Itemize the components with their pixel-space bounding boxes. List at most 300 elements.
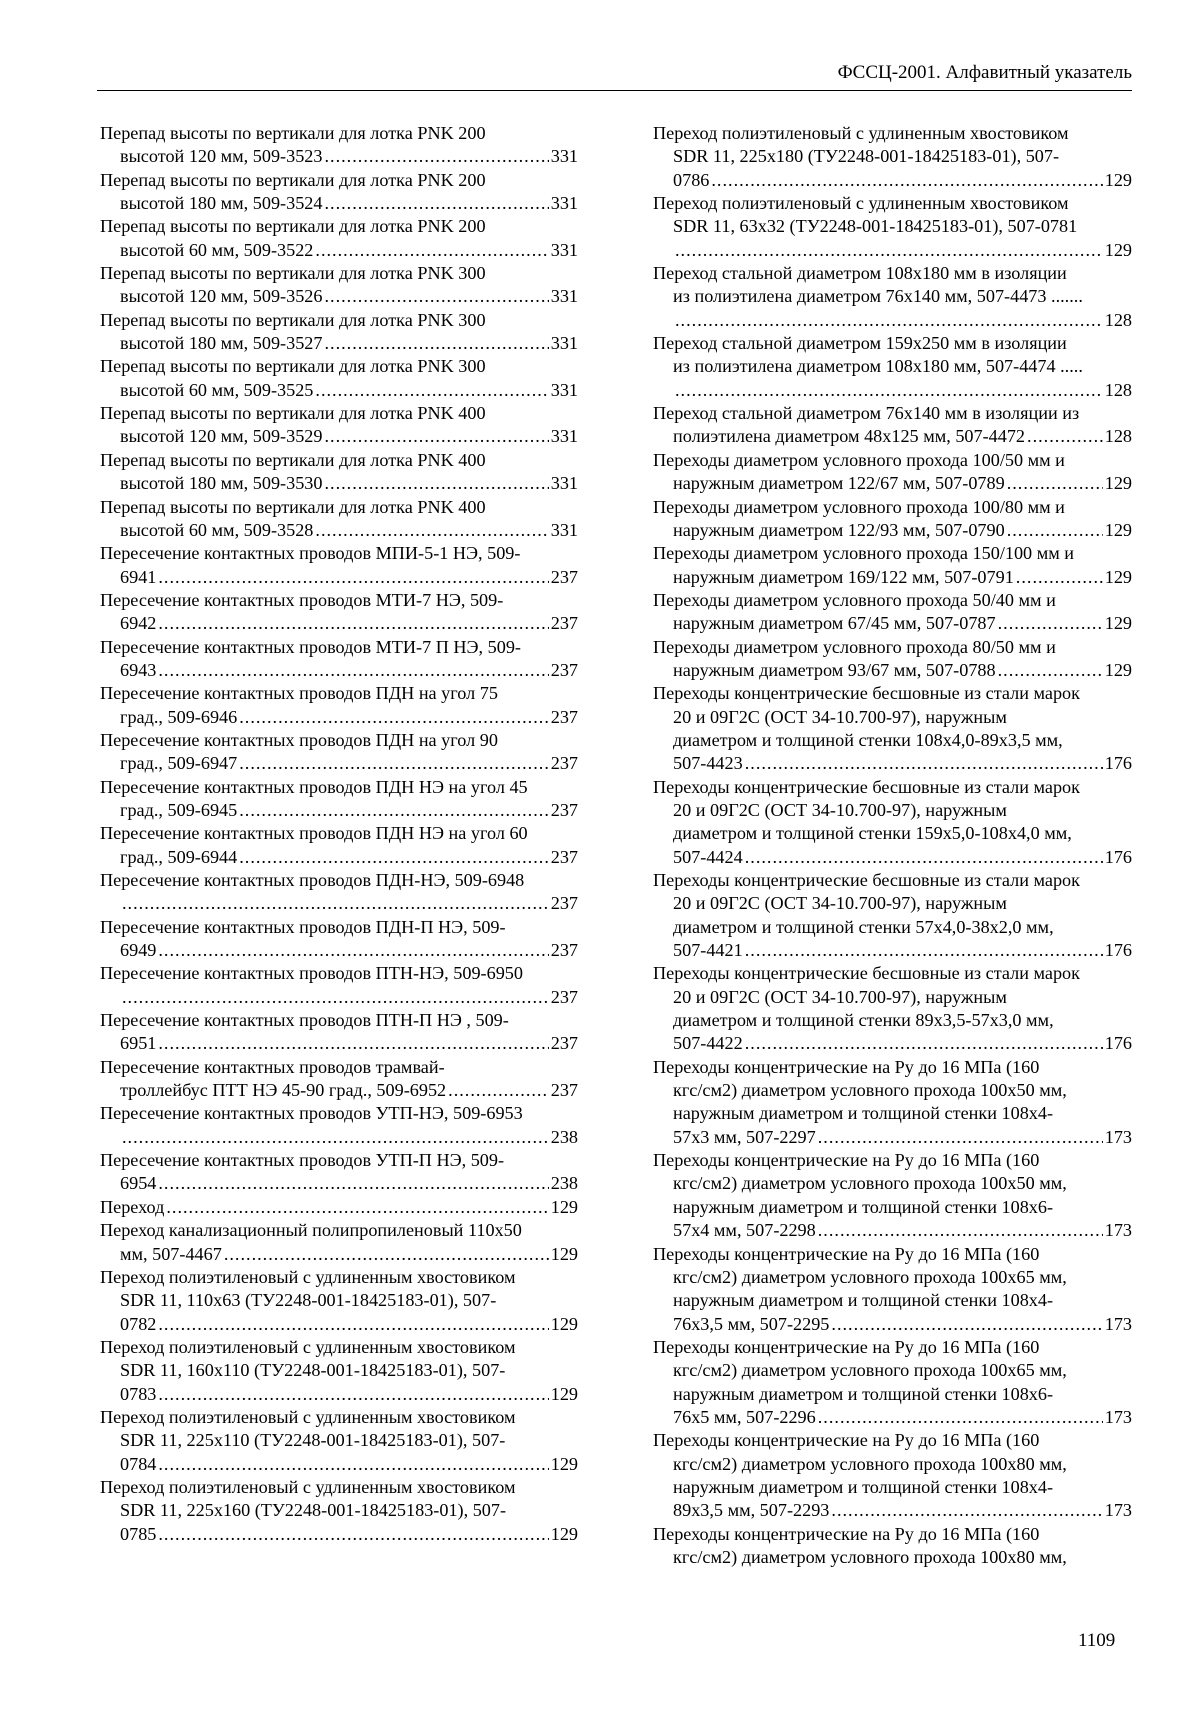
entry-text: 76х3,5 мм, 507-2295	[673, 1313, 830, 1334]
entry-line: Пересечение контактных проводов ПДН на угол 75	[100, 683, 498, 704]
entry-page-number: 128	[1104, 426, 1132, 447]
index-entry	[100, 636, 578, 683]
dot-leader	[158, 1172, 548, 1195]
index-entry	[653, 1523, 1132, 1570]
dot-leader	[324, 192, 548, 215]
entry-last-line	[100, 519, 578, 542]
entry-page-number: 129	[1104, 659, 1132, 680]
entry-line: Переходы концентрические на Ру до 16 МПа (160	[653, 1523, 1040, 1544]
index-entry	[100, 262, 578, 309]
entry-text: высотой 120 мм, 509-3529	[120, 426, 323, 447]
entry-text: град., 509-6945	[120, 799, 238, 820]
entry-line: Пересечение контактных проводов УТП-П НЭ, 509-	[100, 1150, 505, 1171]
index-entry	[653, 682, 1132, 775]
dot-leader	[324, 472, 548, 495]
entry-line: из полиэтилена диаметром 76х140 мм, 507-4473 .......	[673, 286, 1083, 307]
entry-page-number: 129	[550, 1383, 578, 1404]
entry-page-number: 176	[1104, 940, 1132, 961]
entry-page-number: 331	[550, 473, 578, 494]
entry-page-number: 173	[1104, 1406, 1132, 1427]
dot-leader	[224, 1243, 549, 1266]
dot-leader	[324, 285, 548, 308]
entry-text: высотой 60 мм, 509-3522	[120, 239, 314, 260]
entry-line: Переход стальной диаметром 76х140 мм в изоляции из	[653, 403, 1080, 424]
entry-page-number: 237	[550, 893, 578, 914]
entry-text: полиэтилена диаметром 48х125 мм, 507-4472	[673, 426, 1026, 447]
entry-page-number: 129	[1104, 519, 1132, 540]
index-entry	[100, 1009, 578, 1056]
running-header: ФССЦ-2001. Алфавитный указатель	[837, 62, 1132, 83]
entry-text: высотой 60 мм, 509-3525	[120, 379, 314, 400]
entry-line: кгс/см2) диаметром условного прохода 100х80 мм,	[673, 1453, 1067, 1474]
entry-text: 0784	[120, 1453, 157, 1474]
entry-line: 20 и 09Г2С (ОСТ 34-10.700-97), наружным	[673, 799, 1007, 820]
entry-line: Переход полиэтиленовый с удлиненным хвостовиком	[100, 1476, 516, 1497]
entry-line: Переходы диаметром условного прохода 100/80 мм и	[653, 496, 1065, 517]
entry-last-line	[100, 1079, 578, 1102]
index-entry	[653, 1149, 1132, 1242]
entry-text: наружным диаметром 122/67 мм, 507-0789	[673, 473, 1005, 494]
entry-text: троллейбус ПТТ НЭ 45-90 град., 509-6952	[120, 1080, 447, 1101]
index-entry	[100, 402, 578, 449]
index-entry	[100, 729, 578, 776]
entry-line: SDR 11, 160х110 (ТУ2248-001-18425183-01), 507-	[120, 1360, 506, 1381]
entry-text: высотой 180 мм, 509-3524	[120, 193, 323, 214]
index-entry	[653, 589, 1132, 636]
entry-last-line	[100, 706, 578, 729]
entry-line: Пересечение контактных проводов МТИ-7 НЭ, 509-	[100, 589, 504, 610]
dot-leader	[166, 1196, 548, 1219]
entry-line: кгс/см2) диаметром условного прохода 100х50 мм,	[673, 1173, 1067, 1194]
index-entry	[100, 1476, 578, 1546]
index-entry	[100, 449, 578, 496]
index-entry	[100, 869, 578, 916]
entry-text: 6942	[120, 613, 157, 634]
entry-page-number: 128	[1104, 309, 1132, 330]
entry-last-line	[100, 1383, 578, 1406]
entry-last-line	[653, 239, 1132, 262]
dot-leader	[998, 612, 1103, 635]
entry-last-line	[653, 1499, 1132, 1522]
index-entry	[653, 402, 1132, 449]
entry-page-number: 173	[1104, 1313, 1132, 1334]
index-entry	[653, 636, 1132, 683]
entry-line: SDR 11, 110х63 (ТУ2248-001-18425183-01), 507-	[120, 1290, 497, 1311]
dot-leader	[831, 1499, 1102, 1522]
entry-page-number: 129	[550, 1313, 578, 1334]
entry-last-line	[100, 799, 578, 822]
index-entry	[100, 122, 578, 169]
dot-leader	[1007, 519, 1103, 542]
entry-page-number: 237	[550, 799, 578, 820]
index-entry	[653, 122, 1132, 192]
entry-page-number: 237	[550, 613, 578, 634]
entry-last-line	[100, 1243, 578, 1266]
entry-last-line	[100, 1313, 578, 1336]
entry-page-number: 237	[550, 566, 578, 587]
entry-line: Переходы диаметром условного прохода 100/50 мм и	[653, 449, 1065, 470]
entry-line: Пересечение контактных проводов ПДН НЭ на угол 45	[100, 776, 528, 797]
entry-text: наружным диаметром 122/93 мм, 507-0790	[673, 519, 1005, 540]
entry-text: 507-4421	[673, 940, 743, 961]
entry-text: высотой 120 мм, 509-3526	[120, 286, 323, 307]
entry-page-number: 129	[1104, 239, 1132, 260]
entry-page-number: 237	[550, 706, 578, 727]
index-entry	[100, 1056, 578, 1103]
dot-leader	[122, 986, 549, 1009]
entry-line: 20 и 09Г2С (ОСТ 34-10.700-97), наружным	[673, 893, 1007, 914]
entry-page-number: 237	[550, 1080, 578, 1101]
entry-last-line	[653, 169, 1132, 192]
entry-line: Перепад высоты по вертикали для лотка PNK 400	[100, 449, 486, 470]
entry-line: Переход полиэтиленовый с удлиненным хвостовиком	[653, 123, 1069, 143]
index-entry	[653, 869, 1132, 962]
entry-last-line	[653, 379, 1132, 402]
dot-leader	[158, 1313, 548, 1336]
entry-line: Переходы диаметром условного прохода 150/100 мм и	[653, 543, 1075, 564]
entry-last-line	[100, 939, 578, 962]
entry-page-number: 237	[550, 846, 578, 867]
dot-leader	[711, 169, 1102, 192]
index-entry	[100, 1196, 578, 1219]
entry-line: Перепад высоты по вертикали для лотка PNK 400	[100, 496, 486, 517]
dot-leader	[818, 1219, 1103, 1242]
index-column-right	[653, 122, 1132, 1569]
entry-line: Переходы концентрические бесшовные из стали марок	[653, 870, 1080, 890]
entry-line: SDR 11, 225х180 (ТУ2248-001-18425183-01), 507-	[673, 146, 1060, 167]
entry-last-line	[100, 659, 578, 682]
entry-last-line	[653, 1406, 1132, 1429]
entry-last-line	[653, 846, 1132, 869]
index-entry	[100, 1149, 578, 1196]
dot-leader	[324, 145, 548, 168]
dot-leader	[675, 309, 1103, 332]
entry-line: Перепад высоты по вертикали для лотка PNK 200	[100, 169, 486, 190]
entry-last-line	[100, 1523, 578, 1546]
dot-leader	[158, 566, 548, 589]
entry-text: 57х4 мм, 507-2298	[673, 1220, 816, 1241]
entry-line: Пересечение контактных проводов трамвай-	[100, 1056, 445, 1077]
index-entry	[653, 1056, 1132, 1149]
entry-text: 0783	[120, 1383, 157, 1404]
entry-last-line	[100, 332, 578, 355]
index-entry	[100, 355, 578, 402]
entry-line: диаметром и толщиной стенки 159х5,0-108х4,0 мм,	[673, 823, 1072, 844]
dot-leader	[1027, 425, 1103, 448]
entry-line: SDR 11, 225х110 (ТУ2248-001-18425183-01), 507-	[120, 1430, 506, 1451]
entry-line: наружным диаметром и толщиной стенки 108х4-	[673, 1476, 1054, 1497]
index-entry	[100, 776, 578, 823]
entry-page-number: 129	[1104, 473, 1132, 494]
dot-leader	[1016, 566, 1103, 589]
index-entry	[100, 682, 578, 729]
entry-text: 0785	[120, 1523, 157, 1544]
index-entry	[100, 542, 578, 589]
entry-last-line	[100, 1172, 578, 1195]
entry-last-line	[653, 425, 1132, 448]
entry-page-number: 129	[550, 1196, 578, 1217]
entry-page-number: 238	[550, 1173, 578, 1194]
entry-last-line	[100, 145, 578, 168]
entry-line: Переход канализационный полипропиленовый 110х50	[100, 1220, 522, 1241]
entry-page-number: 331	[550, 379, 578, 400]
entry-line: Пересечение контактных проводов ПДН на угол 90	[100, 729, 498, 750]
entry-text: наружным диаметром 93/67 мм, 507-0788	[673, 659, 996, 680]
index-entry	[653, 962, 1132, 1055]
entry-last-line	[653, 1032, 1132, 1055]
entry-text: 89х3,5 мм, 507-2293	[673, 1500, 830, 1521]
entry-line: Переходы концентрические на Ру до 16 МПа (160	[653, 1056, 1040, 1077]
entry-text: 507-4423	[673, 753, 743, 774]
index-entry	[653, 496, 1132, 543]
entry-text: 6949	[120, 940, 157, 961]
entry-line: Перепад высоты по вертикали для лотка PNK 300	[100, 309, 486, 330]
entry-last-line	[100, 285, 578, 308]
entry-line: Пересечение контактных проводов ПТН-П НЭ , 509-	[100, 1010, 509, 1031]
entry-last-line	[100, 846, 578, 869]
entry-line: наружным диаметром и толщиной стенки 108х4-	[673, 1290, 1054, 1311]
dot-leader	[675, 239, 1103, 262]
entry-line: кгс/см2) диаметром условного прохода 100х50 мм,	[673, 1080, 1067, 1101]
dot-leader	[122, 1126, 549, 1149]
entry-line: Переход стальной диаметром 159х250 мм в изоляции	[653, 333, 1067, 354]
entry-page-number: 173	[1104, 1126, 1132, 1147]
index-entry	[653, 776, 1132, 869]
entry-page-number: 331	[550, 286, 578, 307]
entry-page-number: 129	[1104, 566, 1132, 587]
entry-text: 6941	[120, 566, 157, 587]
entry-last-line	[653, 1126, 1132, 1149]
entry-last-line	[653, 1219, 1132, 1242]
entry-text: 0786	[673, 169, 710, 190]
entry-line: Переход стальной диаметром 108х180 мм в изоляции	[653, 263, 1067, 284]
entry-line: кгс/см2) диаметром условного прохода 100х80 мм,	[673, 1546, 1067, 1567]
entry-last-line	[100, 425, 578, 448]
entry-page-number: 237	[550, 753, 578, 774]
entry-text: высотой 180 мм, 509-3527	[120, 333, 323, 354]
index-entry	[100, 1102, 578, 1149]
dot-leader	[745, 939, 1103, 962]
entry-page-number: 129	[550, 1453, 578, 1474]
entry-line: Переходы концентрические на Ру до 16 МПа (160	[653, 1150, 1040, 1171]
entry-line: диаметром и толщиной стенки 108х4,0-89х3,5 мм,	[673, 729, 1063, 750]
entry-text: 6951	[120, 1033, 157, 1054]
dot-leader	[998, 659, 1103, 682]
index-entry	[100, 169, 578, 216]
entry-page-number: 237	[550, 1033, 578, 1054]
dot-leader	[1007, 472, 1103, 495]
entry-page-number: 128	[1104, 379, 1132, 400]
dot-leader	[818, 1126, 1103, 1149]
entry-text: 507-4422	[673, 1033, 743, 1054]
dot-leader	[239, 799, 548, 822]
entry-line: из полиэтилена диаметром 108х180 мм, 507-4474 .....	[673, 356, 1083, 377]
entry-line: кгс/см2) диаметром условного прохода 100х65 мм,	[673, 1266, 1067, 1287]
index-entry	[653, 542, 1132, 589]
entry-line: Переходы концентрические бесшовные из стали марок	[653, 683, 1080, 704]
entry-line: Переход полиэтиленовый с удлиненным хвостовиком	[100, 1336, 516, 1357]
entry-line: Переходы диаметром условного прохода 80/50 мм и	[653, 636, 1056, 657]
dot-leader	[315, 379, 548, 402]
index-column-left	[100, 122, 578, 1546]
entry-line: диаметром и толщиной стенки 57х4,0-38х2,0 мм,	[673, 916, 1054, 937]
entry-last-line	[100, 1196, 578, 1219]
dot-leader	[315, 239, 548, 262]
entry-last-line	[100, 566, 578, 589]
entry-line: Перепад высоты по вертикали для лотка PNK 300	[100, 263, 486, 284]
entry-page-number: 176	[1104, 1033, 1132, 1054]
dot-leader	[675, 379, 1103, 402]
dot-leader	[122, 892, 549, 915]
entry-page-number: 237	[550, 659, 578, 680]
index-entry	[100, 589, 578, 636]
entry-last-line	[653, 1313, 1132, 1336]
entry-last-line	[100, 892, 578, 915]
dot-leader	[239, 846, 548, 869]
dot-leader	[831, 1313, 1102, 1336]
index-entry	[653, 1336, 1132, 1429]
dot-leader	[818, 1406, 1103, 1429]
entry-text: наружным диаметром 169/122 мм, 507-0791	[673, 566, 1014, 587]
header-rule	[97, 90, 1132, 91]
entry-page-number: 238	[550, 1126, 578, 1147]
entry-text: мм, 507-4467	[120, 1243, 222, 1264]
entry-line: Перепад высоты по вертикали для лотка PNK 300	[100, 356, 486, 377]
entry-last-line	[653, 309, 1132, 332]
entry-page-number: 129	[1104, 169, 1132, 190]
entry-text: 76х5 мм, 507-2296	[673, 1406, 816, 1427]
index-entry	[100, 309, 578, 356]
entry-text: высотой 60 мм, 509-3528	[120, 519, 314, 540]
index-entry	[100, 1266, 578, 1336]
entry-last-line	[100, 1453, 578, 1476]
entry-page-number: 331	[550, 239, 578, 260]
entry-line: Переходы концентрические бесшовные из стали марок	[653, 776, 1080, 797]
entry-line: диаметром и толщиной стенки 89х3,5-57х3,0 мм,	[673, 1010, 1054, 1031]
entry-last-line	[100, 239, 578, 262]
entry-last-line	[100, 612, 578, 635]
entry-line: Перепад высоты по вертикали для лотка PNK 200	[100, 123, 486, 143]
dot-leader	[158, 1383, 548, 1406]
index-entry	[100, 916, 578, 963]
entry-page-number: 331	[550, 146, 578, 167]
entry-page-number: 331	[550, 333, 578, 354]
entry-last-line	[100, 986, 578, 1009]
entry-last-line	[653, 519, 1132, 542]
dot-leader	[158, 612, 548, 635]
index-entry	[100, 1219, 578, 1266]
entry-text: град., 509-6944	[120, 846, 238, 867]
dot-leader	[745, 1032, 1103, 1055]
entry-text: 57х3 мм, 507-2297	[673, 1126, 816, 1147]
entry-text: 6954	[120, 1173, 157, 1194]
entry-last-line	[653, 659, 1132, 682]
index-entry	[653, 332, 1132, 402]
entry-last-line	[653, 472, 1132, 495]
entry-line: Переход полиэтиленовый с удлиненным хвостовиком	[100, 1266, 516, 1287]
entry-text: град., 509-6947	[120, 753, 238, 774]
entry-page-number: 331	[550, 193, 578, 214]
entry-last-line	[100, 192, 578, 215]
entry-last-line	[100, 1032, 578, 1055]
page-number: 1109	[1078, 1630, 1116, 1651]
dot-leader	[315, 519, 548, 542]
entry-line: SDR 11, 225х160 (ТУ2248-001-18425183-01), 507-	[120, 1500, 507, 1521]
entry-line: Переходы диаметром условного прохода 50/40 мм и	[653, 589, 1056, 610]
entry-line: кгс/см2) диаметром условного прохода 100х65 мм,	[673, 1360, 1067, 1381]
entry-last-line	[653, 566, 1132, 589]
entry-line: SDR 11, 63х32 (ТУ2248-001-18425183-01), 507-0781	[673, 216, 1078, 237]
entry-line: Пересечение контактных проводов ПДН-П НЭ, 509-	[100, 916, 506, 937]
entry-page-number: 331	[550, 426, 578, 447]
entry-text: 507-4424	[673, 846, 743, 867]
entry-text: град., 509-6946	[120, 706, 238, 727]
index-entry	[653, 192, 1132, 262]
entry-line: Переход полиэтиленовый с удлиненным хвостовиком	[100, 1406, 516, 1427]
entry-text: наружным диаметром 67/45 мм, 507-0787	[673, 613, 996, 634]
dot-leader	[239, 706, 548, 729]
dot-leader	[158, 659, 548, 682]
entry-line: Пересечение контактных проводов МПИ-5-1 НЭ, 509-	[100, 543, 521, 564]
entry-last-line	[653, 612, 1132, 635]
entry-page-number: 237	[550, 940, 578, 961]
index-entry	[653, 1429, 1132, 1522]
dot-leader	[158, 1453, 548, 1476]
entry-line: Переходы концентрические на Ру до 16 МПа (160	[653, 1430, 1040, 1451]
entry-last-line	[653, 752, 1132, 775]
entry-line: наружным диаметром и толщиной стенки 108х6-	[673, 1383, 1054, 1404]
entry-last-line	[100, 472, 578, 495]
entry-text: 0782	[120, 1313, 157, 1334]
dot-leader	[745, 846, 1103, 869]
entry-line: Перепад высоты по вертикали для лотка PNK 400	[100, 403, 486, 424]
entry-line: наружным диаметром и толщиной стенки 108х4-	[673, 1103, 1054, 1124]
entry-line: Переход полиэтиленовый с удлиненным хвостовиком	[653, 193, 1069, 214]
entry-last-line	[653, 939, 1132, 962]
entry-line: Переходы концентрические на Ру до 16 МПа (160	[653, 1336, 1040, 1357]
entry-line: Перепад высоты по вертикали для лотка PNK 200	[100, 216, 486, 237]
entry-last-line	[100, 1126, 578, 1149]
dot-leader	[239, 752, 548, 775]
entry-text: высотой 120 мм, 509-3523	[120, 146, 323, 167]
index-entry	[100, 496, 578, 543]
entry-text: высотой 180 мм, 509-3530	[120, 473, 323, 494]
entry-page-number: 173	[1104, 1220, 1132, 1241]
entry-page-number: 129	[550, 1523, 578, 1544]
entry-line: Пересечение контактных проводов УТП-НЭ, 509-6953	[100, 1103, 523, 1124]
entry-line: Пересечение контактных проводов МТИ-7 П НЭ, 509-	[100, 636, 521, 657]
index-entry	[653, 262, 1132, 332]
dot-leader	[158, 1523, 548, 1546]
dot-leader	[324, 425, 548, 448]
entry-page-number: 237	[550, 986, 578, 1007]
entry-line: 20 и 09Г2С (ОСТ 34-10.700-97), наружным	[673, 706, 1007, 727]
index-entry	[653, 1243, 1132, 1336]
entry-text: Переход	[100, 1196, 165, 1217]
entry-page-number: 176	[1104, 846, 1132, 867]
entry-line: Пересечение контактных проводов ПТН-НЭ, 509-6950	[100, 963, 523, 984]
entry-page-number: 129	[1104, 613, 1132, 634]
entry-last-line	[100, 752, 578, 775]
entry-last-line	[100, 379, 578, 402]
entry-line: Пересечение контактных проводов ПДН-НЭ, 509-6948	[100, 870, 525, 890]
entry-line: наружным диаметром и толщиной стенки 108х6-	[673, 1196, 1054, 1217]
entry-page-number: 129	[550, 1243, 578, 1264]
entry-line: Переходы концентрические на Ру до 16 МПа (160	[653, 1243, 1040, 1264]
index-entry	[100, 1406, 578, 1476]
dot-leader	[448, 1079, 549, 1102]
entry-line: Пересечение контактных проводов ПДН НЭ на угол 60	[100, 823, 528, 844]
